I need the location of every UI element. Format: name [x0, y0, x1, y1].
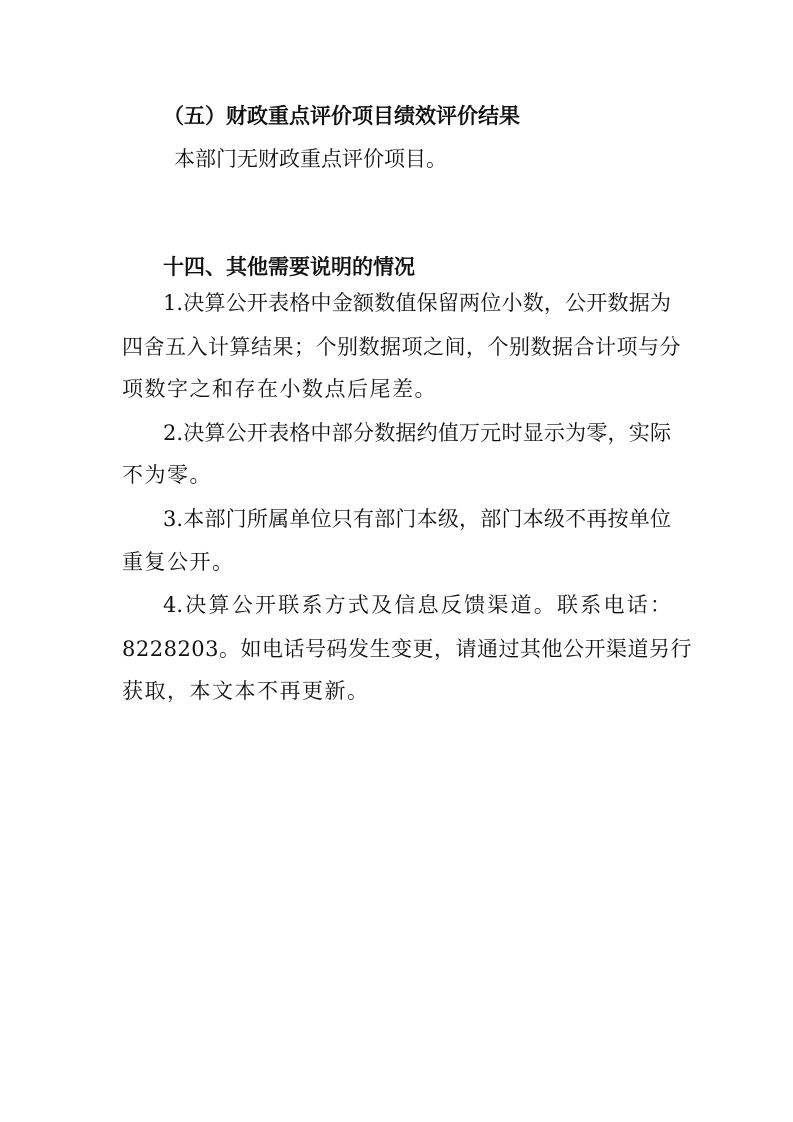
paragraph-line: 8228203。如电话号码发生变更，请通过其他公开渠道另行: [122, 637, 693, 661]
paragraph-line: 四舍五入计算结果；个别数据项之间，个别数据合计项与分: [122, 335, 681, 359]
paragraph-line: 2.决算公开表格中部分数据约值万元时显示为零，实际: [163, 421, 671, 445]
paragraph-line: 重复公开。: [122, 550, 235, 574]
section-5-body: 本部门无财政重点评价项目。: [174, 147, 447, 171]
paragraph-line: 1.决算公开表格中金额数值保留两位小数，公开数据为: [163, 291, 671, 315]
paragraph-line: 不为零。: [122, 463, 212, 487]
paragraph-line: 3.本部门所属单位只有部门本级，部门本级不再按单位: [163, 507, 671, 531]
section-5-heading: （五）财政重点评价项目绩效评价结果: [163, 103, 520, 128]
paragraph-line: 4.决算公开联系方式及信息反馈渠道。联系电话：: [163, 593, 671, 617]
paragraph-line: 项数字之和存在小数点后尾差。: [122, 377, 437, 401]
paragraph-line: 获取，本文本不再更新。: [122, 679, 370, 703]
section-14-heading: 十四、其他需要说明的情况: [163, 254, 415, 279]
